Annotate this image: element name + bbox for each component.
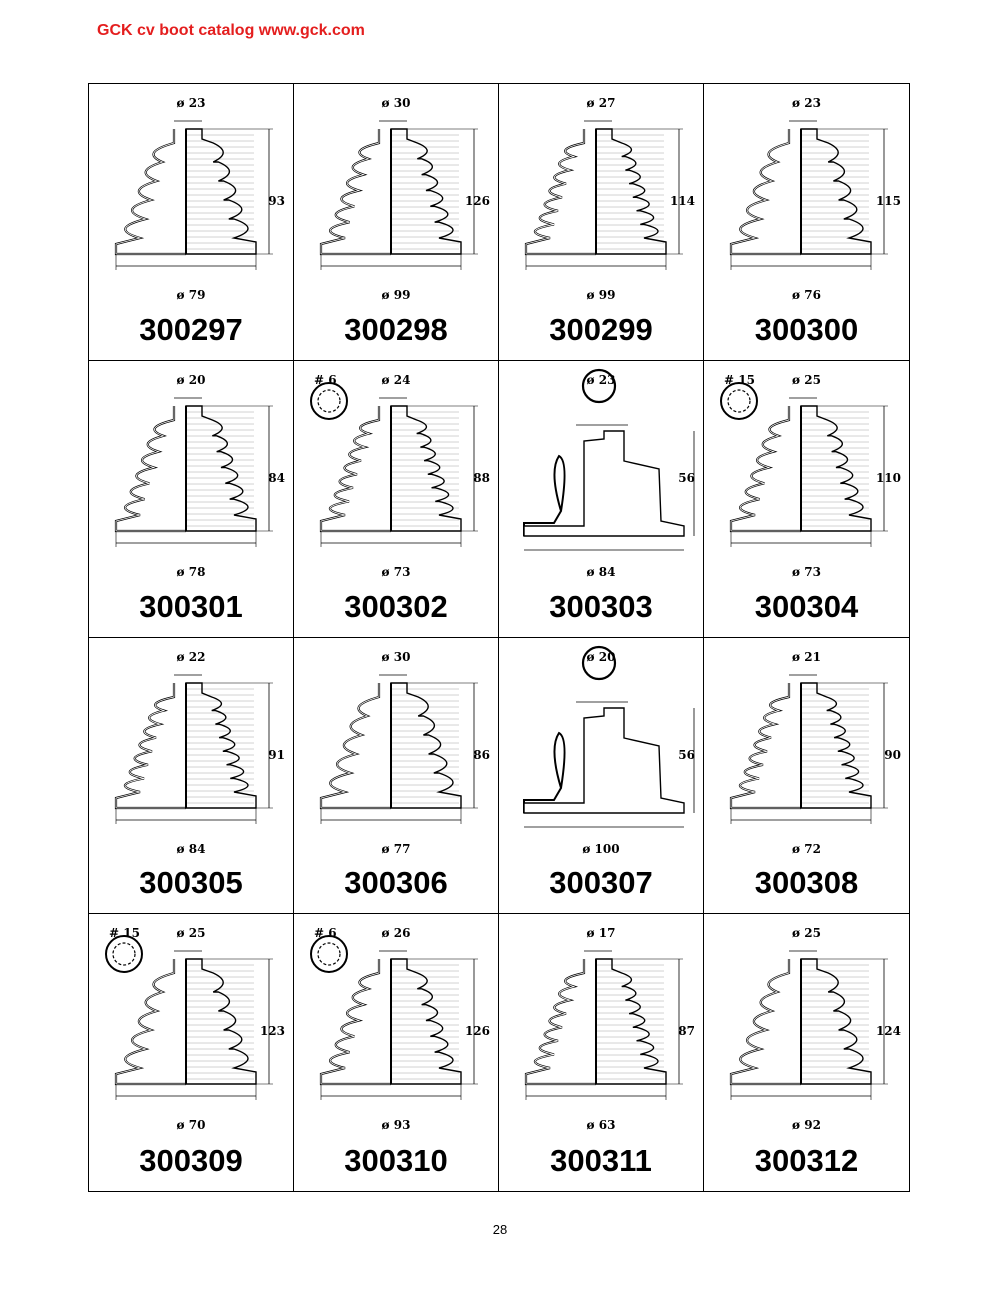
height-label: 126 — [464, 1024, 490, 1039]
part-number: 300306 — [344, 865, 448, 901]
top-diameter-label: ø 17 — [586, 926, 616, 941]
boot-grid — [88, 83, 910, 1192]
bottom-diameter-label: ø 77 — [381, 841, 411, 856]
top-diameter-label: ø 30 — [381, 649, 411, 664]
height-label: 88 — [473, 470, 490, 485]
boot-cell-300301 — [89, 361, 294, 638]
bottom-diameter-label: ø 72 — [792, 841, 821, 856]
part-number: 300310 — [344, 1143, 448, 1178]
bottom-diameter-label: ø 76 — [792, 288, 821, 302]
height-label: 56 — [678, 747, 695, 762]
boot-cell-300308 — [704, 638, 909, 915]
boot-drawing — [499, 361, 704, 581]
spline-label: # 15 — [724, 372, 755, 387]
boot-drawing — [89, 361, 294, 581]
top-diameter-label: ø 26 — [381, 926, 411, 941]
part-number: 300305 — [139, 865, 243, 901]
spline-label: # 15 — [109, 926, 140, 941]
part-number: 300304 — [754, 588, 859, 624]
bottom-diameter-label: ø 84 — [176, 841, 206, 856]
part-number: 300311 — [550, 1143, 652, 1178]
bottom-diameter-label: ø 93 — [381, 1118, 411, 1133]
bottom-diameter-label: ø 99 — [381, 288, 411, 302]
bottom-diameter-label: ø 84 — [586, 564, 616, 579]
top-diameter-label: ø 21 — [792, 649, 821, 664]
height-label: 115 — [875, 194, 901, 208]
boot-drawing — [89, 638, 294, 858]
top-diameter-label: ø 30 — [381, 96, 411, 110]
boot-cell-300307 — [499, 638, 704, 915]
boot-cell-300303 — [499, 361, 704, 638]
height-label: 91 — [268, 747, 285, 762]
height-label: 93 — [268, 194, 285, 208]
height-label: 86 — [473, 747, 490, 762]
part-number: 300300 — [754, 311, 859, 347]
top-diameter-label: ø 23 — [792, 96, 821, 110]
boot-cell-300309 — [89, 914, 294, 1191]
part-number: 300307 — [549, 865, 653, 901]
bottom-diameter-label: ø 100 — [582, 841, 620, 856]
part-number: 300298 — [344, 311, 448, 347]
bottom-diameter-label: ø 79 — [176, 288, 206, 302]
boot-cell-300310 — [294, 914, 499, 1191]
height-label: 126 — [464, 194, 490, 208]
part-number: 300297 — [139, 311, 243, 347]
height-label: 87 — [678, 1024, 695, 1039]
bottom-diameter-label: ø 73 — [792, 564, 821, 579]
catalog-header[interactable]: GCK cv boot catalog www.gck.com — [97, 22, 365, 39]
top-diameter-label: ø 23 — [176, 96, 206, 110]
top-diameter-label: ø 20 — [176, 372, 206, 387]
boot-cell-300299 — [499, 84, 704, 361]
boot-cell-300311 — [499, 914, 704, 1191]
top-diameter-label: ø 25 — [176, 926, 206, 941]
bottom-diameter-label: ø 73 — [381, 564, 411, 579]
height-label: 110 — [875, 470, 901, 485]
spline-label: # 6 — [314, 926, 337, 941]
part-number: 300301 — [139, 588, 243, 624]
boot-cell-300305 — [89, 638, 294, 915]
part-number: 300308 — [754, 865, 859, 901]
height-label: 114 — [669, 194, 695, 208]
boot-cell-300298 — [294, 84, 499, 361]
height-label: 84 — [268, 470, 285, 485]
boot-cell-300312 — [704, 914, 909, 1191]
height-label: 124 — [875, 1024, 901, 1039]
top-diameter-label: ø 20 — [586, 649, 616, 664]
top-diameter-label: ø 25 — [792, 372, 821, 387]
boot-drawing — [294, 361, 499, 581]
bottom-diameter-label: ø 78 — [176, 564, 206, 579]
top-diameter-label: ø 22 — [176, 649, 206, 664]
top-diameter-label: ø 27 — [586, 96, 616, 110]
boot-cell-300302 — [294, 361, 499, 638]
part-number: 300302 — [344, 588, 448, 624]
height-label: 56 — [678, 470, 695, 485]
height-label: 123 — [259, 1024, 285, 1039]
boot-drawing — [704, 638, 909, 858]
bottom-diameter-label: ø 99 — [586, 288, 616, 302]
boot-drawing — [294, 638, 499, 858]
boot-cell-300300 — [704, 84, 909, 361]
height-label: 90 — [884, 747, 901, 762]
part-number: 300309 — [139, 1143, 243, 1178]
spline-label: # 6 — [314, 372, 337, 387]
bottom-diameter-label: ø 63 — [586, 1118, 616, 1133]
boot-cell-300306 — [294, 638, 499, 915]
boot-drawing — [499, 914, 704, 1134]
part-number: 300303 — [549, 588, 653, 624]
page-number: 28 — [492, 1222, 508, 1237]
boot-drawing — [89, 84, 294, 304]
top-diameter-label: ø 24 — [381, 372, 411, 387]
top-diameter-label: ø 23 — [586, 372, 616, 387]
bottom-diameter-label: ø 70 — [176, 1118, 206, 1133]
boot-cell-300297 — [89, 84, 294, 361]
top-diameter-label: ø 25 — [792, 926, 821, 941]
part-number: 300299 — [549, 311, 653, 347]
bottom-diameter-label: ø 92 — [792, 1118, 821, 1133]
part-number: 300312 — [754, 1143, 859, 1178]
boot-cell-300304 — [704, 361, 909, 638]
boot-drawing — [499, 638, 704, 858]
